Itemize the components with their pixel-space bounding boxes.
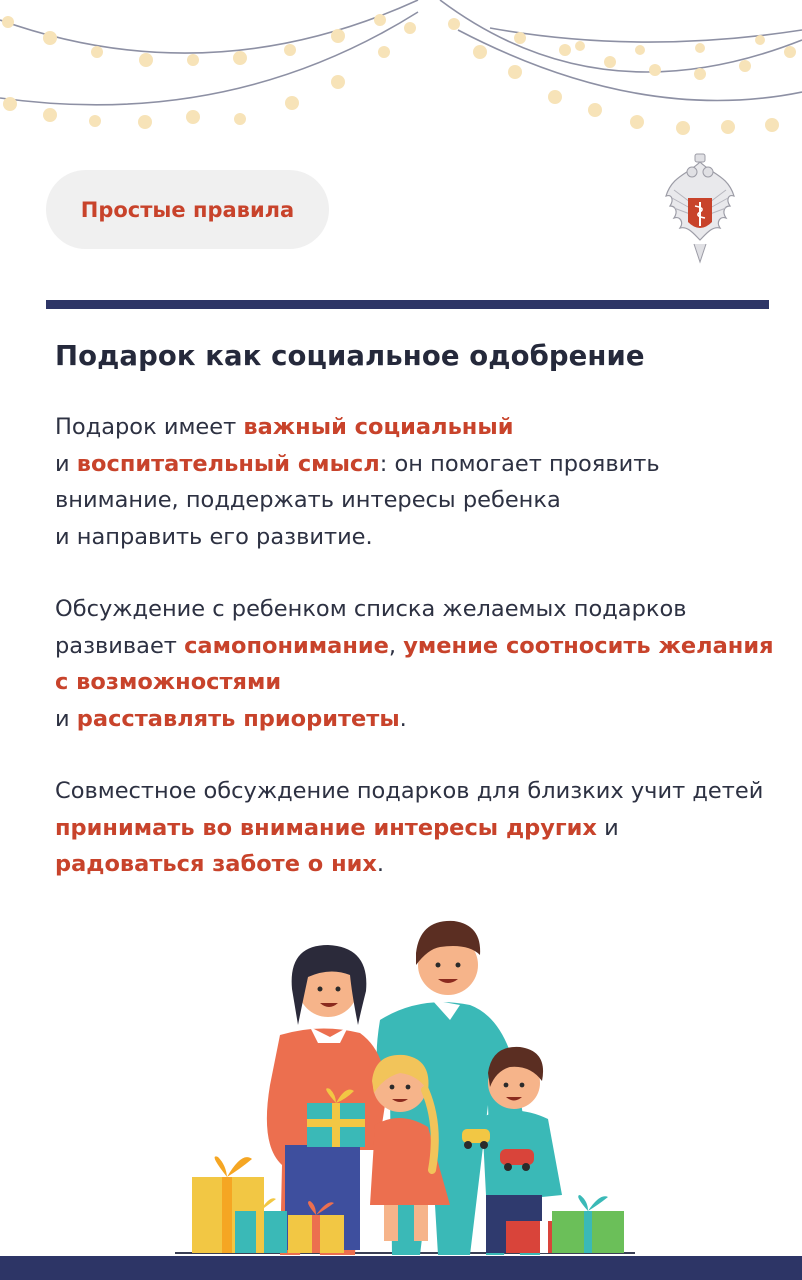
p2-highlight-2: умение соотносить желания с возможностями <box>55 632 774 695</box>
p3-highlight-2: радоваться заботе о них <box>55 851 377 877</box>
section-badge <box>46 170 329 249</box>
header-divider <box>46 300 769 309</box>
p1-text-1: Подарок имеет <box>55 414 244 440</box>
p2-highlight-3: расставлять приоритеты <box>76 705 400 732</box>
garland-decoration <box>0 0 802 150</box>
p1-text-4: и направить его развитие. <box>55 523 373 550</box>
p1-highlight-2: воспитательный смысл <box>76 450 380 477</box>
paragraph-3 <box>55 773 775 883</box>
family-with-gifts-icon <box>170 905 640 1257</box>
paragraph-2 <box>55 591 775 737</box>
p1-text-3: : он помогает проявить внимание, поддержать интересы ребенка <box>55 450 660 513</box>
ministry-emblem-icon <box>660 150 740 266</box>
p2-highlight-1: самопонимание <box>184 632 389 659</box>
page-title: Подарок как социальное одобрение <box>55 340 645 372</box>
p1-highlight-1: важный социальный <box>243 414 514 440</box>
section-badge-label: Простые правила <box>80 197 295 222</box>
p1-text-2: и <box>55 450 77 477</box>
p2-text-1: Обсуждение с ребенком списка желаемых подарков развивает <box>55 596 687 659</box>
p3-highlight-1: принимать во внимание интересы других <box>55 814 597 841</box>
p2-text-4: . <box>399 705 407 732</box>
footer-bar <box>0 1256 802 1280</box>
p3-text-3: . <box>376 851 385 877</box>
p2-text-2: , <box>388 632 404 659</box>
p3-text-1: Совместное обсуждение подарков для близких учит детей <box>55 778 764 804</box>
p2-text-3: и <box>55 705 77 732</box>
paragraph-1 <box>55 409 775 555</box>
p3-text-2: и <box>596 814 619 841</box>
